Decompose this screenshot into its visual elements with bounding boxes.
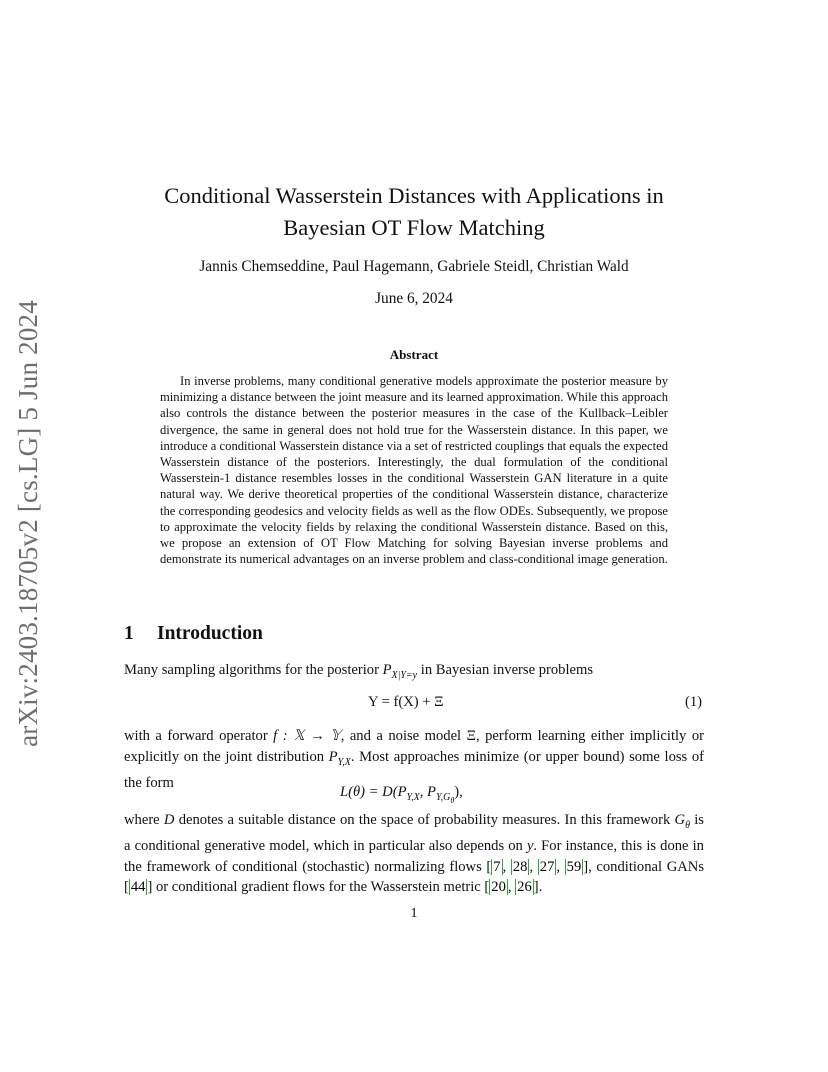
p3-text-g: ]. xyxy=(533,879,543,896)
p3-text-b: denotes a suitable distance on the space of probability measures. In this framework xyxy=(174,812,675,828)
citation-26[interactable]: 26 xyxy=(517,879,532,896)
p2-text-c: . Most approaches minimize (or upper bound) some loss of the form xyxy=(124,748,704,791)
equation-1-label: (1) xyxy=(685,694,703,710)
abstract-heading: Abstract xyxy=(389,347,439,362)
equation-1-body: Y = f(X) + Ξ xyxy=(368,694,444,710)
equation-2: $L(\theta) = D(P_{Y,X}$, $P_{Y,G_\theta}$), xyxy=(340,784,463,805)
paragraph-1 xyxy=(124,660,704,686)
distance-symbol: D xyxy=(163,812,175,828)
arxiv-identifier-sidebar xyxy=(2,297,54,749)
eq2-joint-symbol: $P_{Y,X}$ xyxy=(397,784,420,803)
citation-28[interactable]: 28 xyxy=(512,858,528,875)
p2-text-b: , and a noise model Ξ, perform learning either implicitly or explicitly on the joint distribution xyxy=(124,728,704,765)
citation-7[interactable]: 7 xyxy=(493,858,501,875)
title-line-2: Bayesian OT Flow Matching xyxy=(283,215,545,240)
section-title: Introduction xyxy=(157,623,263,644)
title-line-1: Conditional Wasserstein Distances with Applications in xyxy=(164,183,664,208)
arxiv-id-text: arXiv:2403.18705v2 [cs.LG] 5 Jun 2024 xyxy=(12,299,43,747)
p3-text-d: . For instance, this is done in the framework of conditional (stochastic) normalizing flows [ xyxy=(124,838,704,875)
p1-end-text: in Bayesian inverse problems xyxy=(417,662,594,678)
equation-1 xyxy=(368,694,444,711)
section-number: 1 xyxy=(124,623,134,644)
p3-text-e: ], conditional GANs [ xyxy=(124,858,705,896)
generative-model-symbol: $G_\theta$ xyxy=(674,812,690,831)
citation-20[interactable]: 20 xyxy=(491,879,506,896)
p1-start-text: Many sampling algorithms for the posterior xyxy=(124,662,383,678)
p3-text-f: ] or conditional gradient flows for the Wasserstein metric [ xyxy=(147,879,490,896)
p2-text-a: with a forward operator xyxy=(124,728,274,744)
equation-2-lhs: L(θ) = D( xyxy=(340,784,398,800)
citation-27[interactable]: 27 xyxy=(539,858,555,875)
publication-date: June 6, 2024 xyxy=(375,290,453,307)
eq2-generative-symbol: $P_{Y,G_\theta}$ xyxy=(427,784,455,805)
equation-2-rhs: ), xyxy=(454,784,463,800)
citation-59[interactable]: 59 xyxy=(566,858,582,875)
y-symbol: y xyxy=(526,838,534,855)
citation-44[interactable]: 44 xyxy=(130,879,146,896)
paragraph-3: where D denotes a suitable distance on the space of probability measures. In this framework $G_\theta$ is a conditional generative model, which in particular also depends on y. For instance, this is done in the framework of conditional (stochastic) normalizing flows [ 7 , 28 , 27 , 59 ], conditional GANs [ 44 ] or conditional gradient flows for the Wasserstein metric [ 20 , 26 ]. xyxy=(124,812,705,896)
p3-text-a: where xyxy=(124,812,164,828)
page-number: 1 xyxy=(410,906,418,921)
joint-distribution-symbol: $P_{Y,X}$ xyxy=(328,748,351,768)
paper-title xyxy=(120,180,708,244)
abstract-body: In inverse problems, many conditional generative models approximate the posterior measure by minimizing a distance between the joint measure and its learned approximation. While this approach also controls the distance between the posterior measures in the case of the Kullback–Leibler divergence, the same in general does not hold true for the Wasserstein distance. In this paper, we introduce a conditional Wasserstein distance via a set of restricted couplings that equals the expected Wasserstein distance of the posteriors. Interestingly, the dual formulation of the conditional Wasserstein-1 distance resembles losses in the conditional Wasserstein GAN literature in a quite natural way. We derive theoretical properties of the conditional Wasserstein distance, characterize the corresponding geodesics and velocity fields as well as the flow ODEs. Subsequently, we propose to approximate the velocity fields by relaxing the conditional Wasserstein distance. Based on this, we propose an extension of OT Flow Matching for solving Bayesian inverse problems and demonstrate its numerical advantages on an inverse problem and class-conditional image generation. xyxy=(160,374,668,567)
p3-text-c: is a conditional generative model, which in particular also depends on xyxy=(124,812,704,855)
forward-map-symbol: f : 𝕏 → 𝕐 xyxy=(273,728,341,744)
posterior-symbol: $P_{X|Y=y}$ xyxy=(382,662,418,681)
author-list: Jannis Chemseddine, Paul Hagemann, Gabriele Steidl, Christian Wald xyxy=(199,258,629,275)
